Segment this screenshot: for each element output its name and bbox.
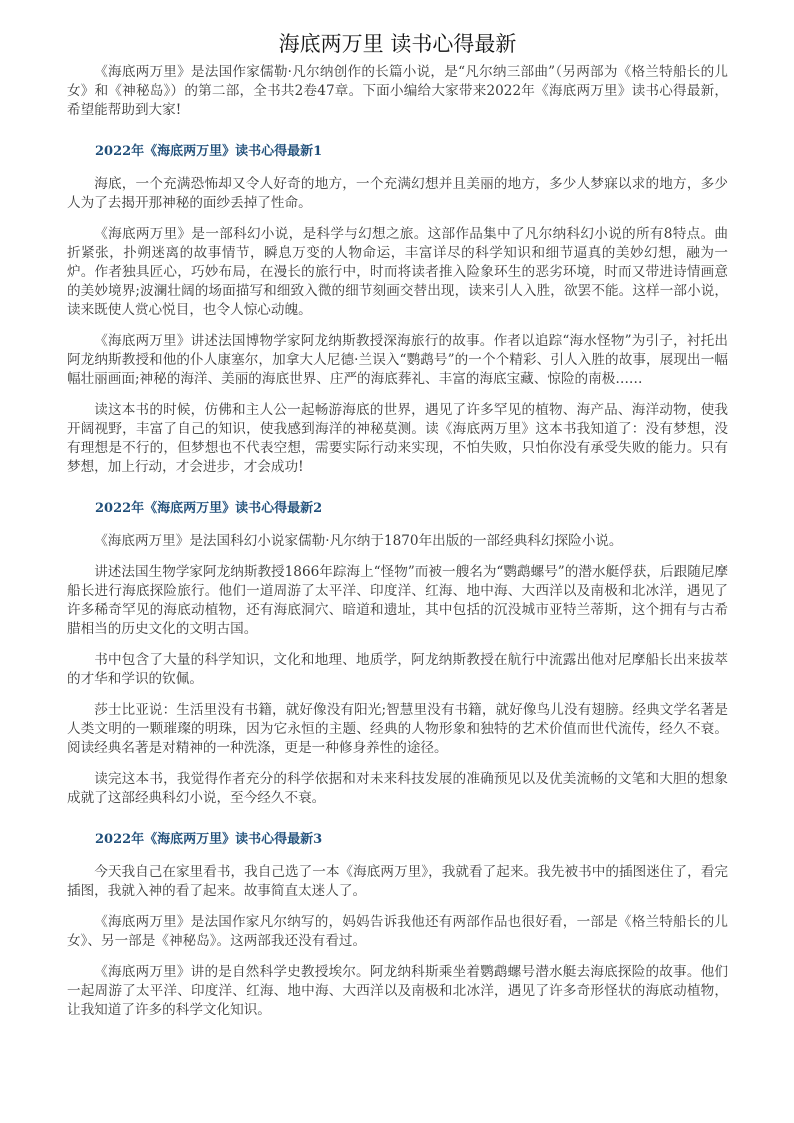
paragraph: 海底，一个充满恐怖却又令人好奇的地方，一个充满幻想并且美丽的地方，多少人梦寐以求的地方，多少人为了去揭开那神秘的面纱丢掉了性命。 [67,176,728,211]
paragraph: 莎士比亚说：生活里没有书籍，就好像没有阳光;智慧里没有书籍，就好像鸟儿没有翅膀。经典文学名著是人类文明的一颗璀璨的明珠，因为它永恒的主题、经典的人物形象和独特的艺术价值而世代流传，经久不衰。阅读经典名著是对精神的一种洗涤，更是一种修身养性的途径。 [67,702,728,756]
intro-paragraph: 《海底两万里》是法国作家儒勒·凡尔纳创作的长篇小说，是“凡尔纳三部曲”（另两部为《格兰特船长的儿女》和《神秘岛》）的第二部，全书共2卷47章。下面小编给大家带来2022年《海底两万里》读书心得最新，希望能帮助到大家! [67,64,728,118]
paragraph: 讲述法国生物学家阿龙纳斯教授1866年踪海上“怪物”而被一艘名为“鹦鹉螺号”的潜水艇俘获，后跟随尼摩船长进行海底探险旅行。他们一道周游了太平洋、印度洋、红海、地中海、大西洋以及南极和北冰洋，遇见了许多稀奇罕见的海底动植物，还有海底洞穴、暗道和遗址，其中包括的沉没城市亚特兰蒂斯，这个拥有与古希腊相当的历史文化的文明古国。 [67,564,728,637]
section-heading-2: 2022年《海底两万里》读书心得最新2 [95,501,323,516]
paragraph: 《海底两万里》是一部科幻小说，是科学与幻想之旅。这部作品集中了凡尔纳科幻小说的所有8特点。曲折紧张，扑朔迷离的故事情节，瞬息万变的人物命运，丰富详尽的科学知识和细节逼真的美妙幻想，融为一炉。作者独具匠心，巧妙布局，在漫长的旅行中，时而将读者推入险象环生的恶劣环境，时而又带进诗情画意的美妙境界;波澜壮阔的场面描写和细致入微的细节刻画交替出现，读来引人入胜，欲罢不能。这样一部小说，读来既使人赏心悦目，也令人惊心动魄。 [67,226,728,318]
paragraph: 《海底两万里》讲的是自然科学史教授埃尔。阿龙纳科斯乘坐着鹦鹉螺号潜水艇去海底探险的故事。他们一起周游了太平洋、印度洋、红海、地中海、大西洋以及南极和北冰洋，遇见了许多奇形怪状的海底动植物，让我知道了许多的科学文化知识。 [67,964,728,1018]
document-title: 海底两万里 读书心得最新 [278,32,517,56]
paragraph: 书中包含了大量的科学知识，文化和地理、地质学，阿龙纳斯教授在航行中流露出他对尼摩船长出来拔萃的才华和学识的钦佩。 [67,652,728,687]
paragraph: 读完这本书，我觉得作者充分的科学依据和对未来科技发展的准确预见以及优美流畅的文笔和大胆的想象成就了这部经典科幻小说，至今经久不衰。 [67,771,728,806]
paragraph: 今天我自己在家里看书，我自己选了一本《海底两万里》，我就看了起来。我先被书中的插图迷住了，看完插图，我就入神的看了起来。故事简直太迷人了。 [67,864,728,899]
paragraph: 《海底两万里》是法国作家凡尔纳写的，妈妈告诉我他还有两部作品也很好看，一部是《格兰特船长的儿女》、另一部是《神秘岛》。这两部我还没有看过。 [67,914,728,949]
paragraph: 《海底两万里》讲述法国博物学家阿龙纳斯教授深海旅行的故事。作者以追踪“海水怪物”为引子，衬托出阿龙纳斯教授和他的仆人康塞尔，加拿大人尼德·兰误入“鹦鹉号”的一个个精彩、引人入胜的故事，展现出一幅幅壮丽画面;神秘的海洋、美丽的海底世界、庄严的海底葬礼、丰富的海底宝藏、惊险的南极…… [67,333,728,387]
section-heading-1: 2022年《海底两万里》读书心得最新1 [95,144,323,159]
paragraph: 《海底两万里》是法国科幻小说家儒勒·凡尔纳于1870年出版的一部经典科幻探险小说。 [94,533,623,549]
paragraph: 读这本书的时候，仿佛和主人公一起畅游海底的世界，遇见了许多罕见的植物、海产品、海洋动物，使我开阔视野，丰富了自己的知识，使我感到海洋的神秘莫测。读《海底两万里》这本书我知道了：没有梦想，没有理想是不行的，但梦想也不代表空想，需要实际行动来实现，不怕失败，只怕你没有承受失败的能力。只有梦想，加上行动，才会进步，才会成功! [67,402,728,475]
section-heading-3: 2022年《海底两万里》读书心得最新3 [95,832,323,847]
